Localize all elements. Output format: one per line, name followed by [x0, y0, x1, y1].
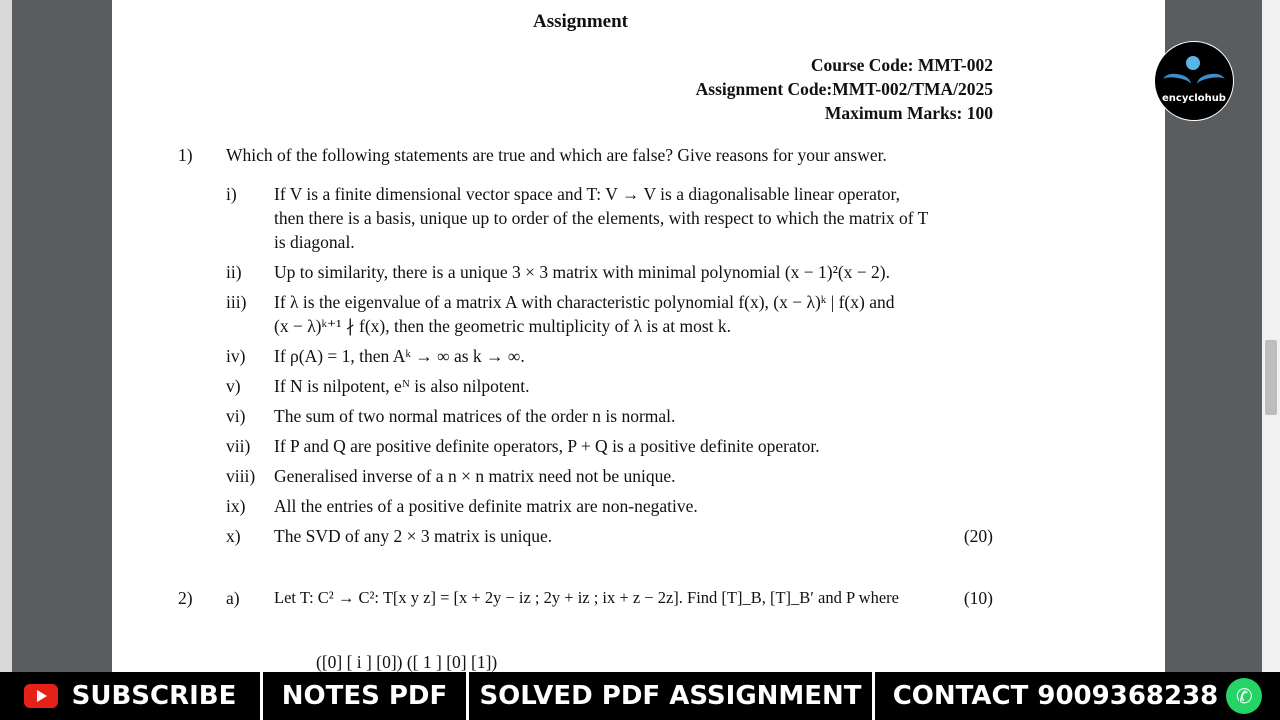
item-number: vi): [226, 406, 246, 426]
promo-banner: [0, 672, 1280, 720]
item-text: Up to similarity, there is a unique 3 × 3 matrix with minimal polynomial (x − 1)²(x − 2).: [274, 262, 890, 282]
left-scroll-area: [0, 0, 12, 672]
item-number: ix): [226, 496, 246, 516]
item-number: viii): [226, 466, 256, 486]
item-text: If P and Q are positive definite operators, P + Q is a positive definite operator.: [274, 436, 820, 456]
notes-pdf-button[interactable]: [260, 672, 466, 720]
item-text: (x − λ)ᵏ⁺¹ ∤ f(x), then the geometric multiplicity of λ is at most k.: [274, 316, 732, 336]
item-number: vii): [226, 436, 251, 456]
item-number: ii): [226, 262, 242, 282]
item-number: iii): [226, 292, 247, 312]
item-text: All the entries of a positive definite matrix are non-negative.: [274, 496, 698, 516]
item-text: is diagonal.: [274, 232, 355, 252]
q2-text: Let T: C² → C²: T[x y z] = [x + 2y − iz ; 2y + iz ; ix + z − 2z]. Find [T]_B, [T]_B′ and P where: [274, 588, 899, 607]
book-icon: [1162, 72, 1192, 93]
item-number: x): [226, 526, 241, 546]
youtube-icon: [24, 684, 58, 708]
q1-number: 1): [178, 145, 193, 165]
course-code: Course Code: MMT-002: [810, 55, 993, 75]
q2-part: a): [226, 588, 240, 608]
doc-title: Assignment: [533, 11, 629, 32]
scrollbar-thumb[interactable]: [1265, 340, 1277, 415]
q2-number: 2): [178, 588, 193, 608]
book-icon: [1196, 72, 1226, 93]
document-page: [112, 0, 1165, 672]
subscribe-button[interactable]: [0, 672, 260, 720]
item-text: If λ is the eigenvalue of a matrix A with characteristic polynomial f(x), (x − λ)ᵏ | f(x) and: [274, 292, 895, 312]
item-text: Generalised inverse of a n × n matrix need not be unique.: [274, 466, 676, 486]
contact-label: CONTACT 9009368238: [892, 681, 1219, 711]
logo-text: encyclohub: [1162, 93, 1226, 104]
max-marks: Maximum Marks: 100: [824, 103, 993, 123]
item-number: i): [226, 184, 237, 204]
contact-button[interactable]: [872, 672, 1280, 720]
q1-marks: (20): [963, 526, 993, 546]
item-text: If ρ(A) = 1, then Aᵏ → ∞ as k → ∞.: [274, 346, 525, 366]
item-text: The sum of two normal matrices of the order n is normal.: [274, 406, 676, 426]
subscribe-label: SUBSCRIBE: [71, 681, 237, 711]
encyclohub-logo: [1154, 41, 1234, 121]
item-text: If V is a finite dimensional vector space and T: V → V is a diagonalisable linear operator,: [274, 184, 901, 204]
q2-next-line: ([0] [ i ] [0]) ([ 1 ] [0] [1]): [316, 652, 498, 672]
item-text: The SVD of any 2 × 3 matrix is unique.: [274, 526, 553, 546]
item-text: then there is a basis, unique up to order of the elements, with respect to which the matrix of T: [274, 208, 929, 228]
notes-label: NOTES PDF: [281, 681, 448, 711]
whatsapp-icon: ✆: [1226, 678, 1262, 714]
item-number: iv): [226, 346, 246, 366]
q1-text: Which of the following statements are true and which are false? Give reasons for your answer.: [226, 145, 887, 165]
q2-marks: (10): [963, 588, 993, 608]
assignment-code: Assignment Code:MMT-002/TMA/2025: [695, 79, 993, 99]
scrollbar[interactable]: [1262, 0, 1280, 672]
bulb-icon: [1186, 56, 1200, 70]
item-text: If N is nilpotent, eᴺ is also nilpotent.: [274, 376, 530, 396]
solved-assignment-button[interactable]: [466, 672, 872, 720]
item-number: v): [226, 376, 241, 396]
solved-label: SOLVED PDF ASSIGNMENT: [479, 681, 862, 711]
